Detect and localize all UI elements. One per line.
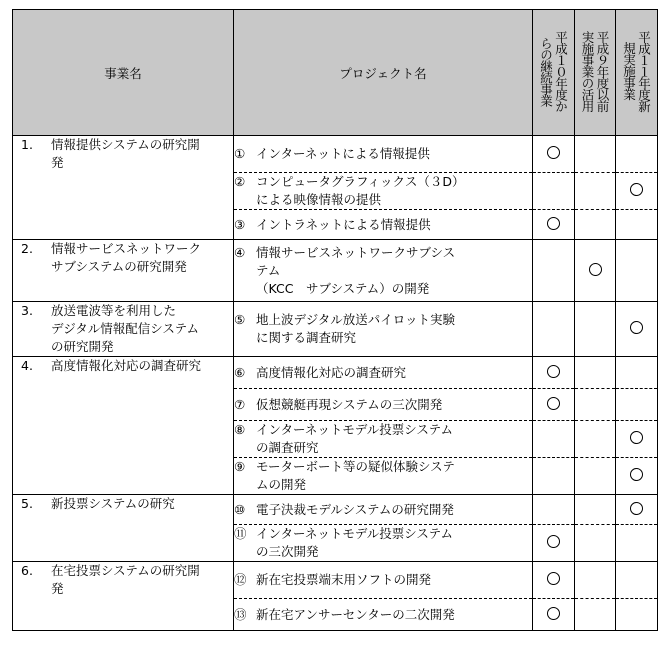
check-circle-icon (547, 572, 560, 585)
check-circle-icon (547, 146, 560, 159)
check-cell-h10 (533, 357, 575, 389)
check-cell-h9 (575, 210, 616, 240)
check-cell-h9 (575, 357, 616, 389)
project-cell (234, 458, 533, 495)
project-number: ⑬ (234, 606, 247, 622)
check-cell-h10 (533, 240, 575, 302)
project-cell (234, 389, 533, 421)
check-circle-icon (547, 535, 560, 548)
check-circle-icon (630, 321, 643, 334)
project-cell (234, 302, 533, 357)
project-name: 情報サービスネットワークサブシス テム （KCC サブシステム）の開発 (256, 244, 456, 296)
check-cell-h9 (575, 389, 616, 421)
business-number: 4. (21, 358, 33, 373)
check-cell-h10 (533, 458, 575, 495)
check-circle-icon (589, 263, 602, 276)
check-cell-h9 (575, 302, 616, 357)
header-h9-label: 平成９年度以前 実施事業の活用 (580, 30, 610, 112)
check-cell-h11 (616, 389, 658, 421)
check-cell-h11 (616, 173, 658, 210)
business-cell (13, 136, 234, 240)
check-circle-icon (630, 468, 643, 481)
project-number: ② (234, 174, 246, 189)
project-number: ① (234, 146, 246, 161)
project-name: インターネットによる情報提供 (256, 146, 430, 161)
header-project: プロジェクト名 (234, 10, 533, 136)
check-cell-h11 (616, 210, 658, 240)
business-number: 5. (21, 496, 33, 511)
project-number: ⑫ (234, 572, 247, 587)
table-row (13, 136, 658, 173)
check-cell-h10 (533, 525, 575, 562)
check-circle-icon (630, 502, 643, 515)
check-cell-h10 (533, 210, 575, 240)
check-cell-h9 (575, 421, 616, 458)
project-cell (234, 173, 533, 210)
check-cell-h9 (575, 136, 616, 173)
check-cell-h10 (533, 421, 575, 458)
project-name: インターネットモデル投票システム の調査研究 (256, 422, 454, 455)
check-cell-h10 (533, 599, 575, 631)
check-circle-icon (547, 217, 560, 230)
check-cell-h11 (616, 495, 658, 525)
business-cell (13, 357, 234, 495)
project-name: 新在宅投票端末用ソフトの開発 (256, 572, 432, 587)
business-number: 1. (21, 137, 33, 152)
project-number: ⑥ (234, 364, 246, 380)
check-cell-h11 (616, 458, 658, 495)
check-cell-h10 (533, 173, 575, 210)
business-number: 2. (21, 241, 33, 256)
business-cell (13, 302, 234, 357)
project-cell (234, 599, 533, 631)
header-h11-new (616, 10, 658, 136)
business-name: 高度情報化対応の調査研究 (51, 358, 202, 373)
table-row (13, 562, 658, 599)
check-cell-h9 (575, 599, 616, 631)
check-cell-h9 (575, 173, 616, 210)
table-row (13, 357, 658, 389)
check-circle-icon (630, 183, 643, 196)
check-cell-h11 (616, 421, 658, 458)
header-h11-label: 平成１１年度新 規実施事業 (621, 30, 652, 112)
project-name: 高度情報化対応の調査研究 (256, 364, 407, 380)
project-cell (234, 136, 533, 173)
project-name: 電子決裁モデルシステムの研究開発 (256, 501, 454, 517)
check-cell-h10 (533, 495, 575, 525)
business-cell (13, 562, 234, 631)
project-name: 新在宅アンサーセンターの二次開発 (256, 606, 455, 622)
check-cell-h11 (616, 302, 658, 357)
check-cell-h9 (575, 240, 616, 302)
check-cell-h11 (616, 562, 658, 599)
project-name: インターネットモデル投票システム の三次開発 (256, 526, 454, 559)
business-name: 新投票システムの研究 (51, 496, 175, 511)
business-name: 在宅投票システムの研究開 発 (51, 563, 200, 596)
check-cell-h9 (575, 562, 616, 599)
project-number: ⑪ (234, 526, 247, 541)
header-h9-utilized (575, 10, 616, 136)
business-cell (13, 495, 234, 562)
header-h10-label: 平成１０年度か らの継続事業 (538, 30, 569, 112)
check-cell-h9 (575, 525, 616, 562)
table-row (13, 495, 658, 525)
project-cell (234, 562, 533, 599)
project-name: モーターボート等の疑似体験システ ムの開発 (256, 459, 455, 492)
project-name: 仮想競艇再現システムの三次開発 (256, 396, 443, 412)
table-row (13, 302, 658, 357)
check-cell-h9 (575, 495, 616, 525)
project-cell (234, 210, 533, 240)
project-cell (234, 240, 533, 302)
project-name: 地上波デジタル放送パイロット実験 に関する調査研究 (256, 312, 456, 345)
header-h10-continuing (533, 10, 575, 136)
header-business: 事業名 (13, 10, 234, 136)
check-cell-h10 (533, 136, 575, 173)
business-name: 放送電波等を利用した デジタル情報配信システム の研究開発 (51, 303, 200, 354)
check-cell-h11 (616, 240, 658, 302)
check-circle-icon (547, 365, 560, 378)
business-number: 3. (21, 303, 33, 318)
project-table (12, 9, 658, 631)
project-name: コンピュータグラフィックス（３D） による映像情報の提供 (256, 174, 465, 207)
business-number: 6. (21, 563, 33, 578)
project-cell (234, 495, 533, 525)
check-cell-h11 (616, 599, 658, 631)
project-cell (234, 421, 533, 458)
header-row (13, 10, 658, 136)
project-cell (234, 525, 533, 562)
check-cell-h10 (533, 302, 575, 357)
check-circle-icon (547, 397, 560, 410)
project-number: ⑦ (234, 396, 246, 412)
check-circle-icon (547, 607, 560, 620)
project-number: ⑩ (234, 501, 246, 517)
check-cell-h9 (575, 458, 616, 495)
project-cell (234, 357, 533, 389)
business-name: 情報提供システムの研究開 発 (51, 137, 200, 170)
project-number: ③ (234, 216, 246, 232)
check-cell-h11 (616, 525, 658, 562)
check-cell-h11 (616, 136, 658, 173)
business-name: 情報サービスネットワーク サブシステムの研究開発 (51, 241, 202, 274)
project-number: ④ (234, 244, 246, 260)
project-name: イントラネットによる情報提供 (256, 216, 431, 232)
project-number: ⑨ (234, 459, 246, 474)
project-number: ⑧ (234, 422, 246, 437)
check-circle-icon (630, 431, 643, 444)
project-number: ⑤ (234, 312, 246, 327)
table-row (13, 240, 658, 302)
check-cell-h10 (533, 562, 575, 599)
check-cell-h11 (616, 357, 658, 389)
check-cell-h10 (533, 389, 575, 421)
business-cell (13, 240, 234, 302)
